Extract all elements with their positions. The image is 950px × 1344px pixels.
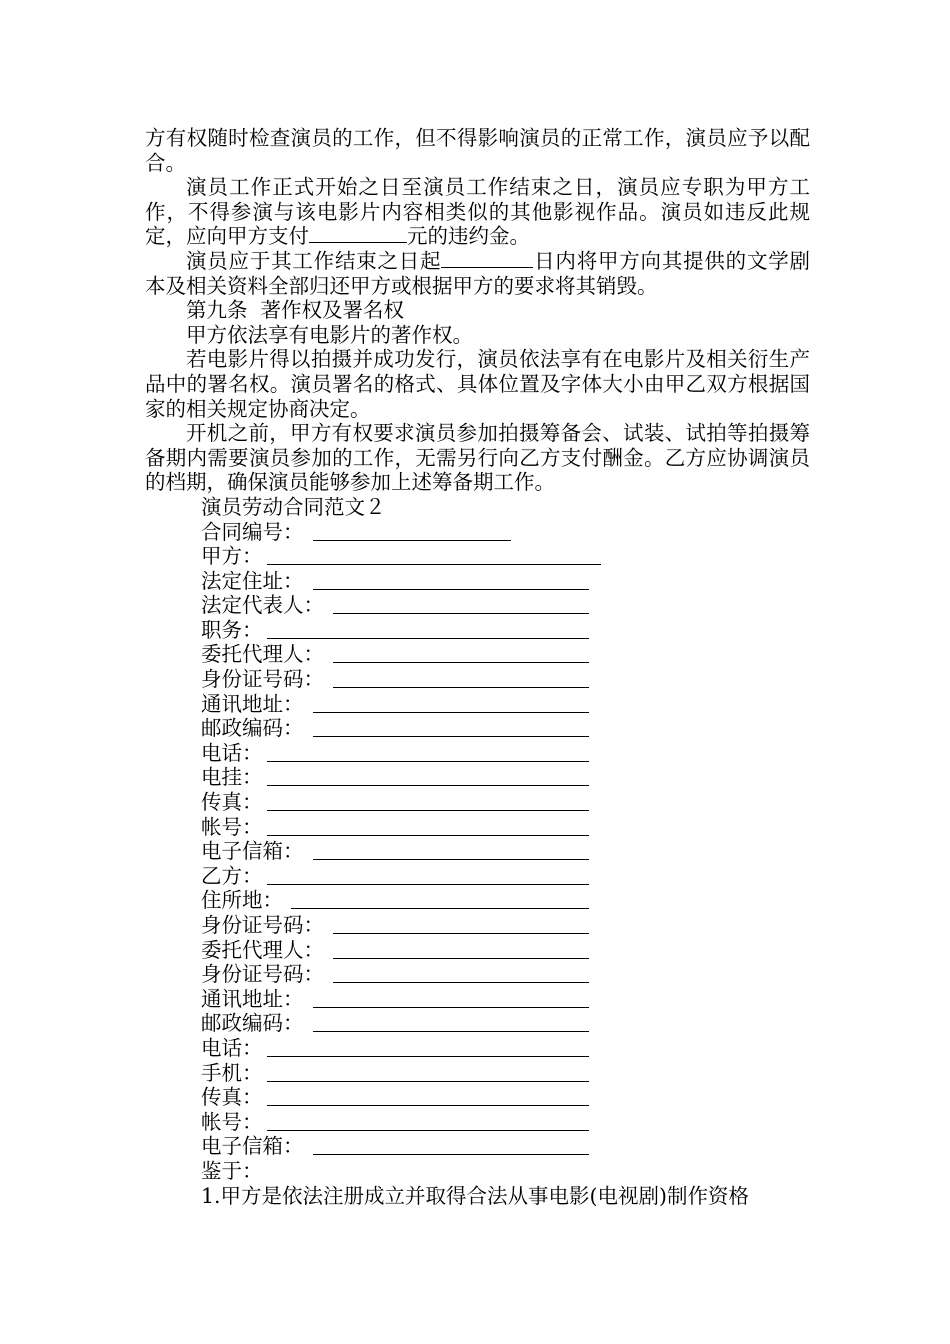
field-telegraph [145,765,810,790]
field-label: 职务： [201,617,263,642]
field-fax [145,790,810,815]
field-label: 帐号： [201,814,263,839]
field-underline[interactable] [267,761,589,762]
field-underline[interactable] [333,982,589,983]
field-underline[interactable] [333,687,589,688]
field-label: 邮政编码： [201,1011,304,1036]
document-page [145,126,810,1208]
field-label: 法定住址： [201,568,304,593]
field-underline[interactable] [333,958,589,959]
field-label: 乙方： [201,863,263,888]
field-agent [145,938,810,963]
field-label: 电话： [201,740,263,765]
field-account [145,1110,810,1135]
field-underline[interactable] [267,785,589,786]
field-label: 传真： [201,1085,263,1110]
field-underline[interactable] [313,540,511,541]
field-postal-code [145,716,810,741]
field-label: 身份证号码： [201,667,324,692]
field-id-number [145,913,810,938]
field-label: 委托代理人： [201,642,324,667]
field-phone [145,741,810,766]
paragraph-text: 元的违约金。 [407,224,530,249]
field-label: 电挂： [201,765,263,790]
contract-fields [145,520,810,1159]
paragraph-text: 演员应于其工作结束之日起 [186,248,442,273]
field-id-number [145,667,810,692]
field-underline[interactable] [313,736,589,737]
paragraph-text: 日内将甲方向其提供的文学剧本及相关资料全部归还甲方或根据甲方的要求将其销毁。 [145,248,810,298]
field-underline[interactable] [291,908,589,909]
paragraph: 方有权随时检查演员的工作，但不得影响演员的正常工作，演员应予以配合。 [145,126,810,175]
field-underline[interactable] [267,638,589,639]
field-underline[interactable] [267,884,589,885]
field-party-b [145,864,810,889]
field-label: 法定代表人： [201,593,324,618]
field-label: 甲方： [201,544,263,569]
field-label: 电话： [201,1035,263,1060]
field-underline[interactable] [333,933,589,934]
field-label: 电子信箱： [201,1134,304,1159]
field-underline[interactable] [313,859,589,860]
whereas-item-1: 1.甲方是依法注册成立并取得合法从事电影(电视剧)制作资格 [201,1183,750,1208]
field-label: 通讯地址： [201,986,304,1011]
field-label: 住所地： [201,888,283,913]
field-label: 通讯地址： [201,691,304,716]
field-underline[interactable] [313,1154,589,1155]
field-mailing-address [145,692,810,717]
field-underline[interactable] [267,1105,589,1106]
paragraph-text: 演员工作正式开始之日至演员工作结束之日，演员应专职为甲方工作，不得参演与该电影片内容相类似的其他影视作品。演员如违反此规定，应向甲方支付 [145,175,810,249]
field-mobile [145,1061,810,1086]
field-email [145,1134,810,1159]
field-party-a [145,544,810,569]
field-position [145,618,810,643]
field-contract-number [145,520,810,545]
paragraph [145,249,810,298]
field-underline[interactable] [267,1130,589,1131]
field-underline[interactable] [267,1081,589,1082]
field-underline[interactable] [313,712,589,713]
field-label: 传真： [201,790,263,815]
field-label: 合同编号： [201,519,304,544]
field-label: 身份证号码： [201,913,324,937]
field-legal-representative [145,593,810,618]
field-underline[interactable] [267,564,601,565]
field-underline[interactable] [313,589,589,590]
paragraph [145,175,810,249]
field-legal-address [145,569,810,594]
field-mailing-address [145,987,810,1012]
field-label: 身份证号码： [201,962,324,987]
fill-in-blank[interactable] [309,224,407,243]
field-id-number [145,962,810,987]
field-label: 邮政编码： [201,716,304,741]
field-underline[interactable] [333,662,589,663]
field-fax [145,1085,810,1110]
contract-title: 演员劳动合同范文２ [201,494,386,519]
field-account [145,815,810,840]
field-underline[interactable] [313,1007,589,1008]
field-underline[interactable] [267,810,589,811]
field-postal-code [145,1011,810,1036]
paragraph: 开机之前，甲方有权要求演员参加拍摄筹备会、试装、试拍等拍摄筹备期内需要演员参加的工作，无需另行向乙方支付酬金。乙方应协调演员的档期，确保演员能够参加上述筹备期工作。 [145,421,810,495]
field-underline[interactable] [267,835,589,836]
whereas-heading: 鉴于： [201,1158,263,1183]
field-label: 电子信箱： [201,839,304,864]
field-underline[interactable] [313,1031,589,1032]
article-heading: 第九条 著作权及署名权 [186,298,405,323]
field-phone [145,1036,810,1061]
field-underline[interactable] [333,613,589,614]
field-label: 委托代理人： [201,937,324,962]
field-residence [145,888,810,913]
fill-in-blank[interactable] [441,249,533,268]
field-email [145,839,810,864]
field-agent [145,642,810,667]
field-underline[interactable] [267,1056,589,1057]
paragraph: 若电影片得以拍摄并成功发行，演员依法享有在电影片及相关衍生产品中的署名权。演员署名的格式、具体位置及字体大小由甲乙双方根据国家的相关规定协商决定。 [145,347,810,421]
field-label: 帐号： [201,1109,263,1134]
paragraph: 甲方依法享有电影片的著作权。 [186,322,473,347]
field-label: 手机： [201,1060,263,1085]
